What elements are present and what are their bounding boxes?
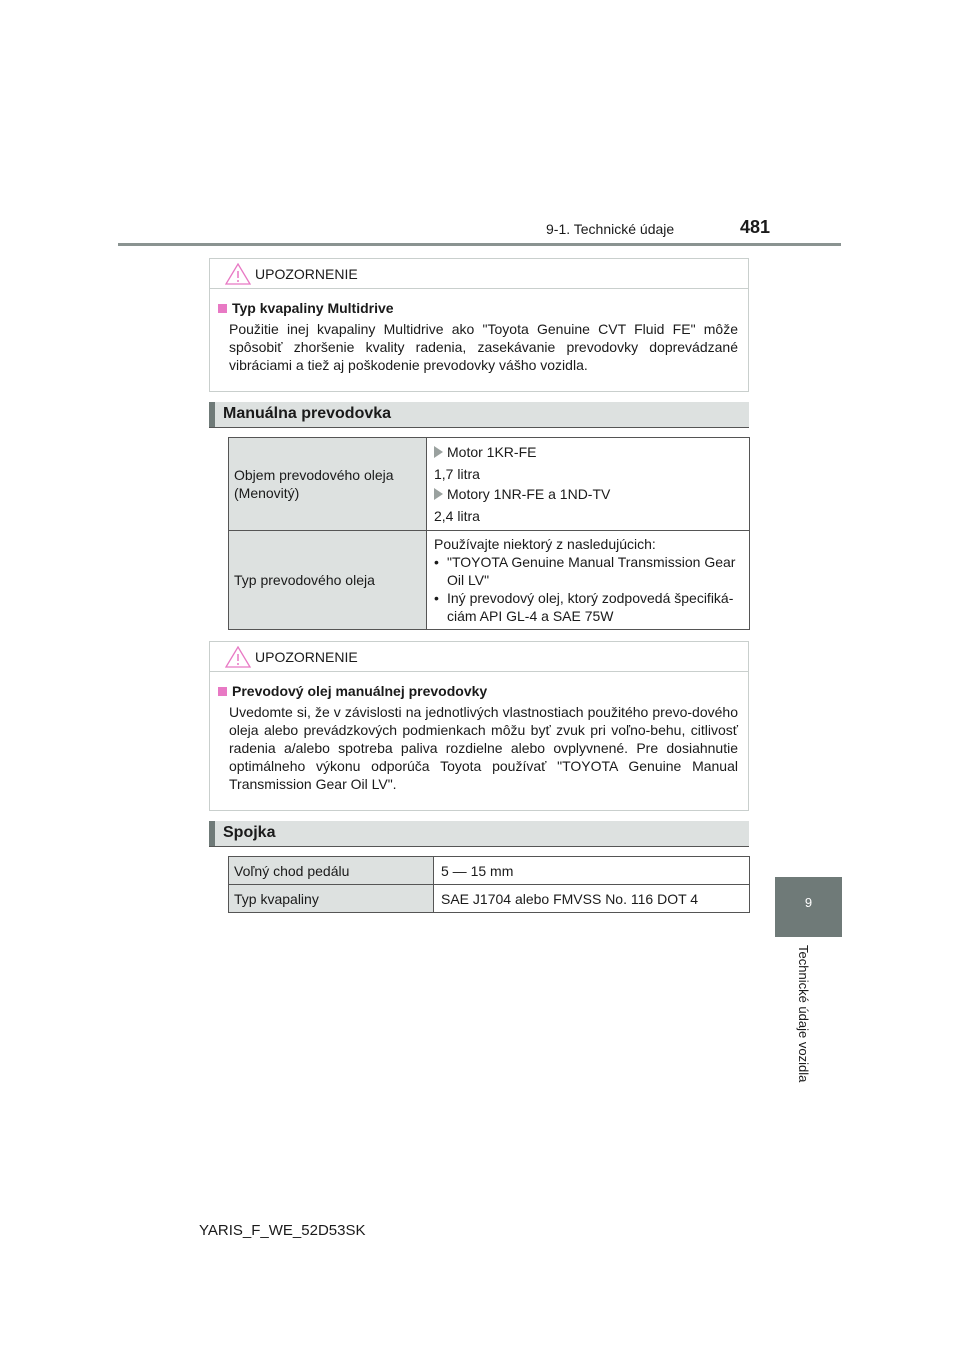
caution-subtitle [216, 299, 738, 317]
caution-subtitle-text: Prevodový olej manuálnej prevodovky [232, 683, 488, 699]
section-accent [209, 402, 215, 427]
chapter-title-vertical [700, 945, 890, 1105]
caution-box-multidrive [209, 258, 749, 392]
caution-heading: UPOZORNENIE [255, 265, 358, 282]
section-header-clutch [209, 821, 749, 847]
header-rule [118, 243, 841, 246]
manual-spec-table [228, 437, 750, 630]
triangle-bullet-icon [434, 446, 443, 458]
section-accent [209, 821, 215, 846]
caution-subtitle [216, 682, 738, 700]
engine-line [434, 485, 742, 503]
caution-heading: UPOZORNENIE [255, 648, 358, 665]
table-row [229, 531, 750, 630]
section-title-clutch: Spojka [223, 824, 276, 841]
square-bullet-icon [218, 687, 227, 696]
list-item: • "TOYOTA Genuine Manual Transmission Gear Oil LV" [434, 553, 742, 589]
table-row [229, 438, 750, 531]
chapter-title: Technické údaje vozidla [796, 945, 811, 1083]
section-title-manual: Manuálna prevodovka [223, 405, 392, 422]
bullet-text: "TOYOTA Genuine Manual Transmission Gear Oil LV" [447, 554, 736, 588]
table-label: Typ kvapaliny [229, 885, 434, 913]
table-value: SAE J1704 alebo FMVSS No. 116 DOT 4 [434, 885, 750, 913]
table-value: 5 — 15 mm [434, 857, 750, 885]
engine-label: Motory 1NR-FE a 1ND-TV [447, 486, 611, 502]
engine-line [434, 443, 742, 461]
caution-subtitle-text: Typ kvapaliny Multidrive [232, 300, 394, 316]
caution-text: Použitie inej kvapaliny Multidrive ako "Toyota Genuine CVT Fluid FE" môže spôsobiť zhoršenie kvality radenia, zasekávanie prevodovky doprevádzané vibráciami a tiež aj poškodenie prevodovky vášho vozidla. [229, 321, 738, 373]
engine-label: Motor 1KR-FE [447, 444, 537, 460]
table-row [229, 857, 750, 885]
table-value [427, 531, 750, 630]
table-label: Typ prevodového oleja [229, 531, 427, 630]
bullet-text: Iný prevodový olej, ktorý zodpovedá špecifiká-ciám API GL-4 a SAE 75W [447, 590, 734, 624]
table-label: Voľný chod pedálu [229, 857, 434, 885]
list-item: • Iný prevodový olej, ktorý zodpovedá špecifiká-ciám API GL-4 a SAE 75W [434, 589, 742, 625]
chapter-number: 9 [804, 895, 813, 910]
table-row [229, 885, 750, 913]
triangle-bullet-icon [434, 488, 443, 500]
page-number: 481 [740, 217, 771, 237]
caution-header [210, 259, 748, 289]
caution-header [210, 642, 748, 672]
oil-intro: Používajte niektorý z nasledujúcich: [434, 536, 656, 552]
square-bullet-icon [218, 304, 227, 313]
capacity-value: 2,4 litra [434, 508, 480, 524]
warning-triangle-icon [225, 263, 251, 285]
warning-triangle-icon [225, 646, 251, 668]
document-code: YARIS_F_WE_52D53SK [199, 1222, 366, 1239]
section-title: 9-1. Technické údaje [546, 221, 675, 237]
capacity-value: 1,7 litra [434, 466, 480, 482]
table-label: Objem prevodového oleja (Menovitý) [229, 438, 427, 531]
clutch-spec-table [228, 856, 750, 913]
section-header-manual [209, 402, 749, 428]
caution-box-gear-oil [209, 641, 749, 811]
chapter-tab [775, 877, 842, 937]
caution-text: Uvedomte si, že v závislosti na jednotlivých vlastnostiach použitého prevo-dového oleja alebo prevádzkových podmienkach môžu byť zvuk pri voľno-behu, citlivosť radenia a/alebo spotreba paliva rozdielne alebo ovplyvnené. Pre dosiahnutie optimálneho výkonu odporúča Toyota používať "TOYOTA Genuine Manual Transmission Gear Oil LV". [229, 704, 738, 792]
table-value [427, 438, 750, 531]
